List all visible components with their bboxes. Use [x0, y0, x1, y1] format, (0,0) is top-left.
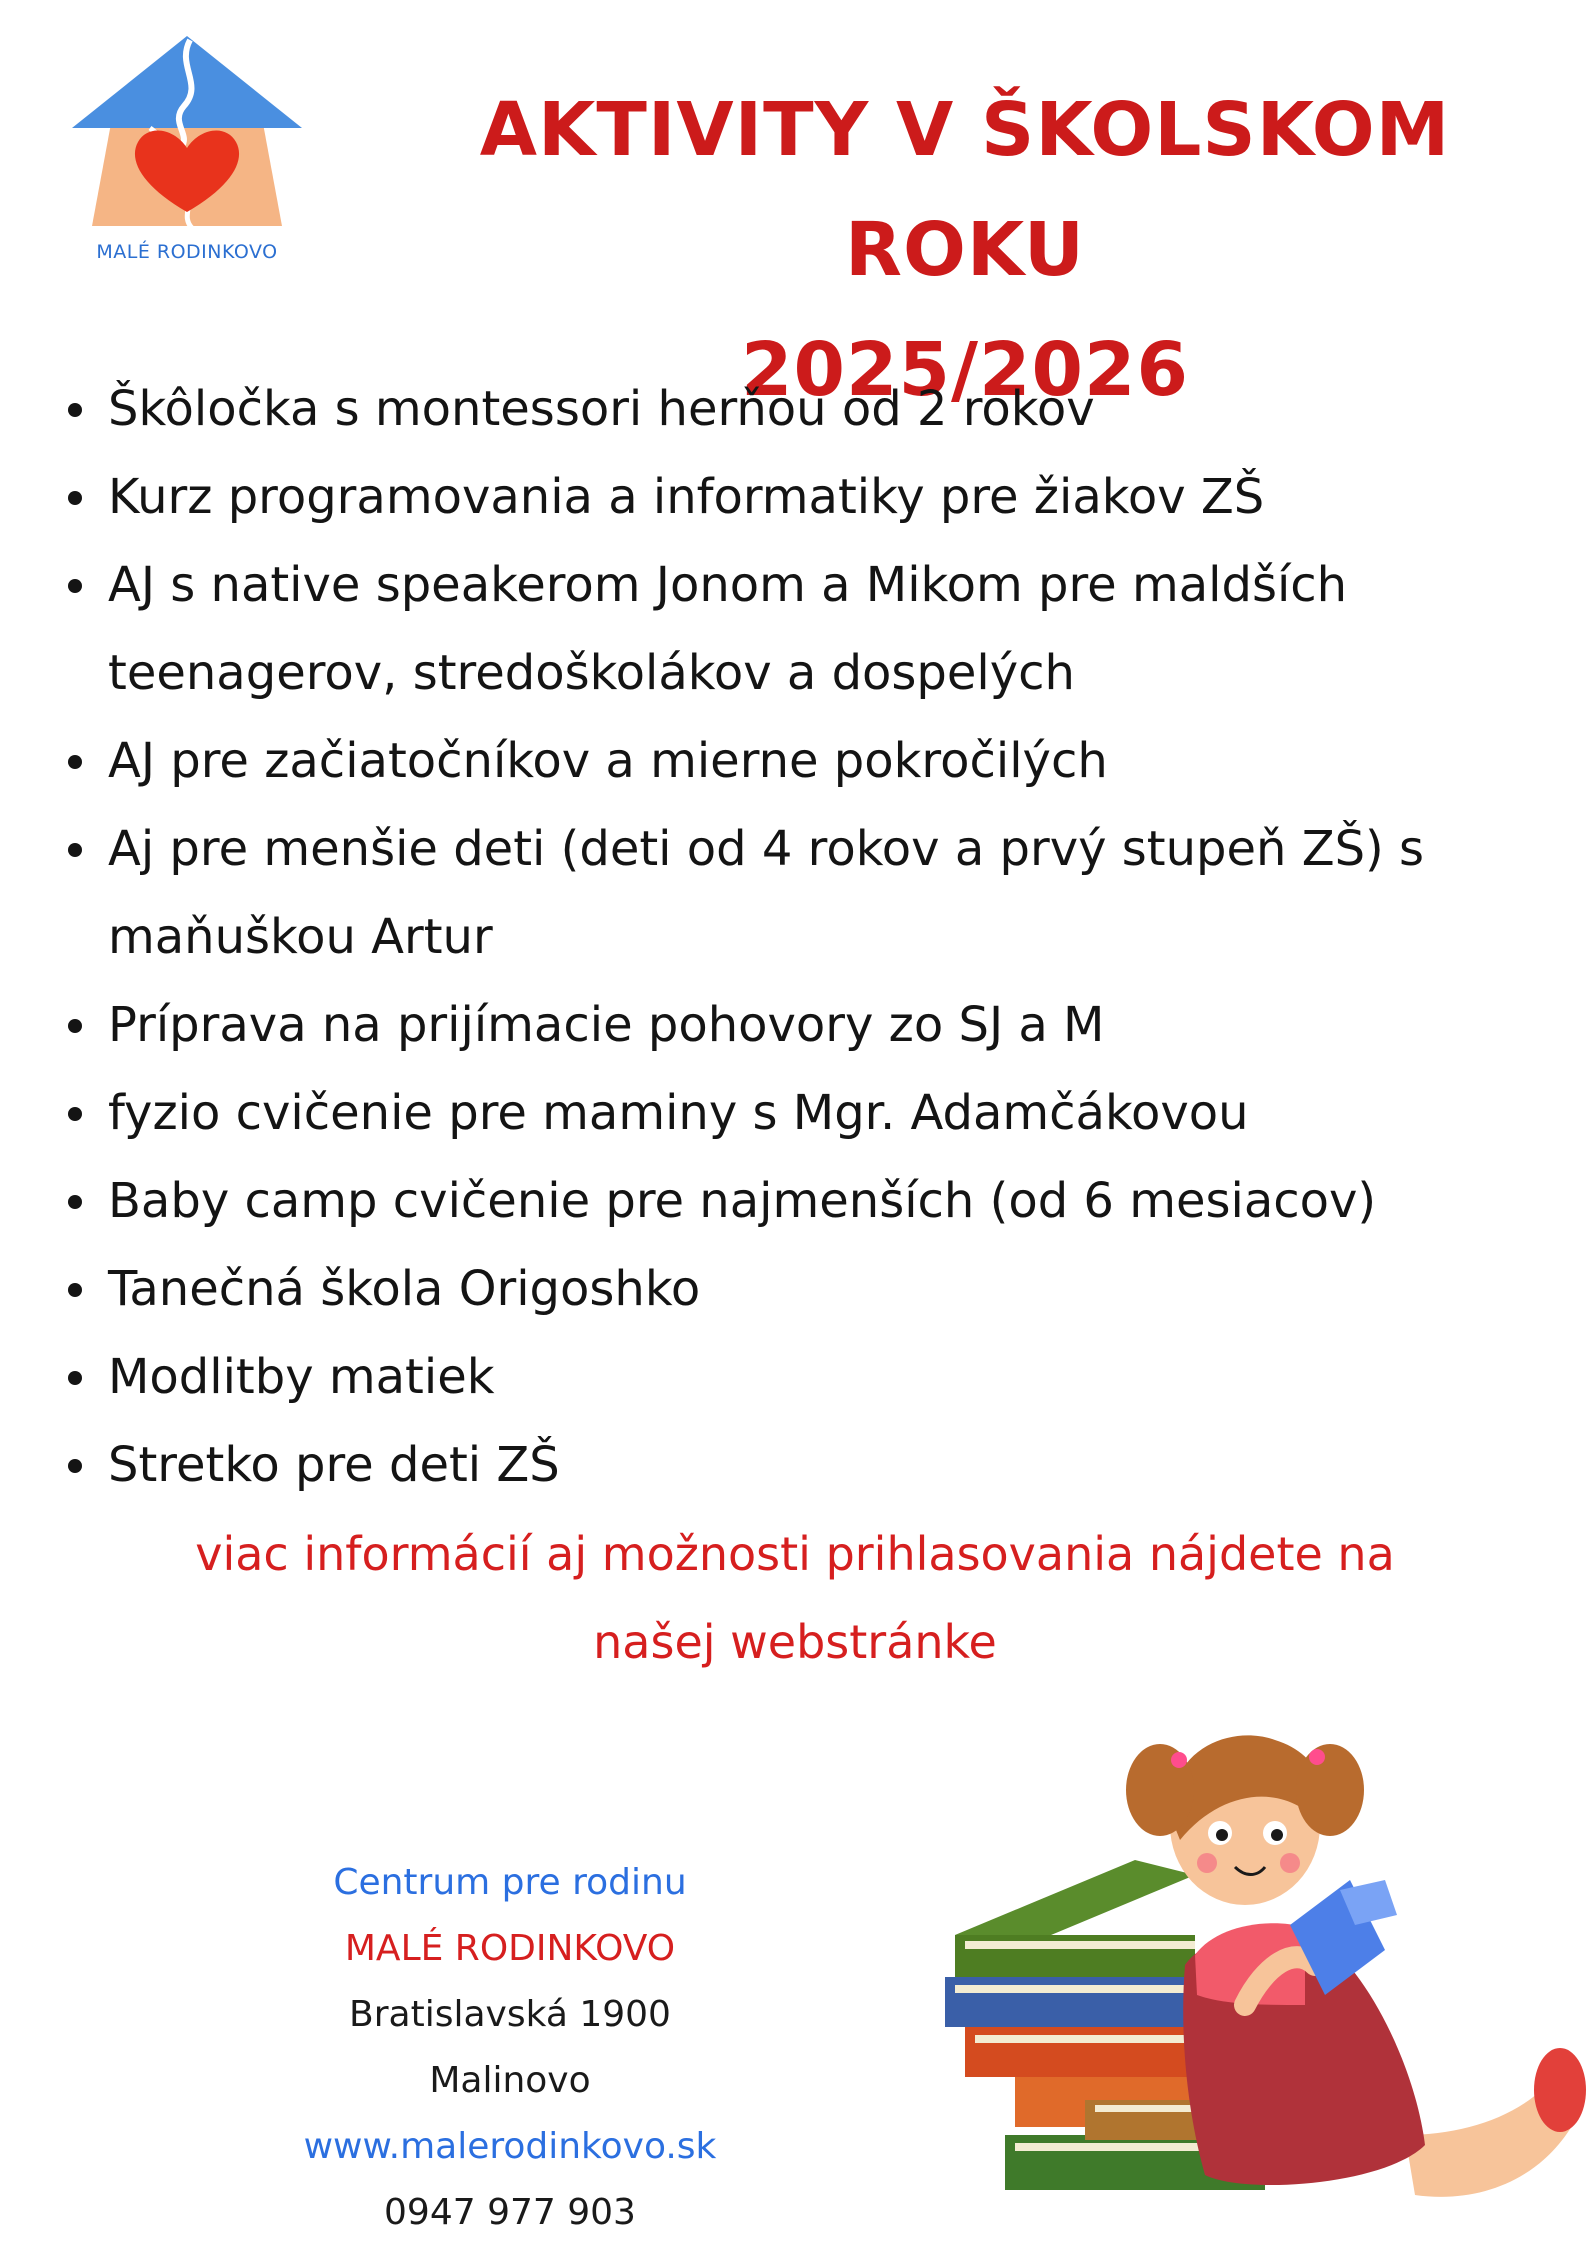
info-note	[40, 1510, 1550, 1686]
info-line-1: viac informácií aj možnosti prihlasovania nájdete na	[195, 1527, 1395, 1581]
contact-block	[260, 1850, 760, 2246]
contact-street: Bratislavská 1900	[349, 1994, 671, 2035]
list-item: Stretko pre deti ZŠ	[62, 1421, 1562, 1509]
girl-reading-books-icon	[945, 1705, 1587, 2245]
house-heart-icon	[72, 36, 302, 236]
list-item: fyzio cvičenie pre maminy s Mgr. Adamčákovou	[62, 1069, 1562, 1157]
list-item: Tanečná škola Origoshko	[62, 1245, 1562, 1333]
activities-list	[62, 365, 1562, 1509]
list-item: AJ pre začiatočníkov a mierne pokročilých	[62, 717, 1562, 805]
logo	[72, 36, 302, 276]
info-line-2: našej webstránke	[593, 1615, 997, 1669]
list-item: Modlitby matiek	[62, 1333, 1562, 1421]
title-line-2: 2025/2026	[741, 327, 1189, 413]
contact-name: MALÉ RODINKOVO	[344, 1928, 676, 1969]
list-item: Príprava na prijímacie pohovory zo SJ a M	[62, 981, 1562, 1069]
contact-website-link[interactable]: www.malerodinkovo.sk	[303, 2126, 717, 2167]
contact-city: Malinovo	[429, 2060, 591, 2101]
list-item: Aj pre menšie deti (deti od 4 rokov a prvý stupeň ZŠ) s maňuškou Artur	[62, 805, 1562, 981]
list-item: Baby camp cvičenie pre najmenších (od 6 mesiacov)	[62, 1157, 1562, 1245]
list-item: Kurz programovania a informatiky pre žiakov ZŠ	[62, 453, 1562, 541]
contact-phone: 0947 977 903	[384, 2192, 636, 2233]
list-item: AJ s native speakerom Jonom a Mikom pre maldších teenagerov, stredoškolákov a dospelých	[62, 541, 1562, 717]
list-item: Škôločka s montessori herňou od 2 rokov	[62, 365, 1562, 453]
contact-center: Centrum pre rodinu	[333, 1862, 687, 1903]
logo-text: MALÉ RODINKOVO	[96, 241, 278, 263]
title-line-1: AKTIVITY V ŠKOLSKOM ROKU	[479, 87, 1451, 293]
